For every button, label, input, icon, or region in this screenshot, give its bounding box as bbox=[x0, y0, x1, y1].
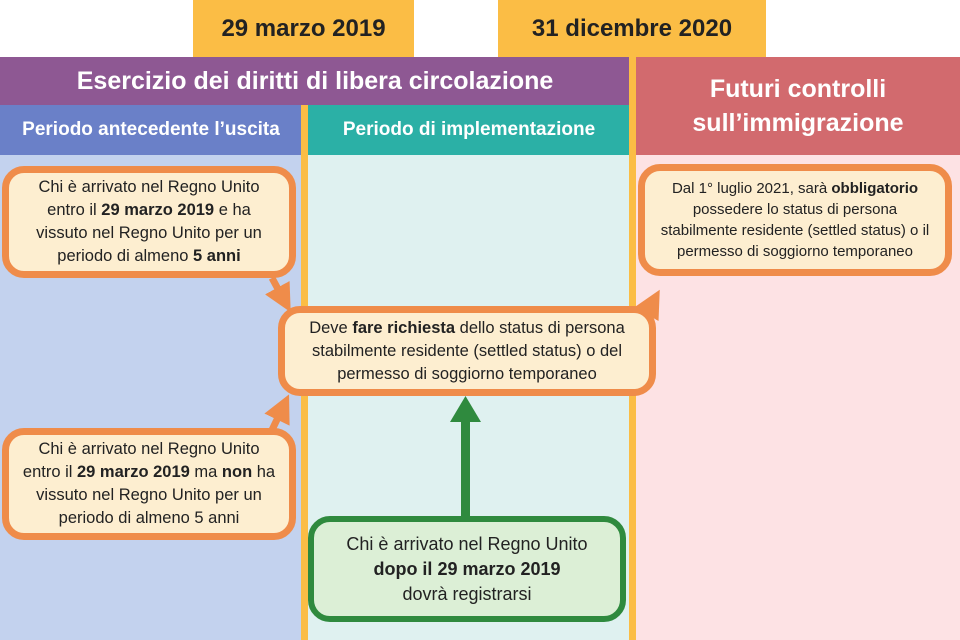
apply-emphasis: fare richiesta bbox=[352, 318, 456, 337]
arrow-bottom-left-to-center bbox=[272, 407, 283, 430]
future-controls-line2: sull’immigrazione bbox=[692, 109, 904, 137]
green-arrow-shaft bbox=[461, 418, 470, 518]
box-mandatory-status: Dal 1° luglio 2021, sarà obbligatorio possedere lo status di persona stabilmente residente (settled status) o il permesso di soggiorno temporaneo bbox=[638, 164, 952, 276]
future-controls-line1: Futuri controlli bbox=[709, 75, 887, 103]
date-emphasis: 29 marzo 2019 bbox=[101, 201, 215, 219]
negation-emphasis: non bbox=[221, 463, 253, 481]
free-movement-band: Esercizio dei diritti di libera circolazione bbox=[0, 57, 630, 105]
date-label-second: 31 dicembre 2020 bbox=[498, 0, 766, 57]
box-settled-eligible-line1: Chi è arrivato nel Regno Unito bbox=[38, 178, 260, 196]
date-emphasis: 29 marzo 2019 bbox=[77, 463, 190, 481]
after-date-emphasis: dopo il 29 marzo 2019 bbox=[373, 558, 561, 579]
arrow-top-left-to-center bbox=[272, 278, 284, 300]
date-label-first: 29 marzo 2019 bbox=[193, 0, 414, 57]
pre-exit-band: Periodo antecedente l’uscita bbox=[0, 105, 302, 155]
box-must-apply: Deve fare richiesta dello status di persona stabilmente residente (settled status) o del permesso di soggiorno temporaneo bbox=[278, 306, 656, 396]
implementation-band: Periodo di implementazione bbox=[308, 105, 630, 155]
mandatory-emphasis: obbligatorio bbox=[831, 180, 919, 197]
years-emphasis: 5 anni bbox=[193, 247, 241, 265]
box-settled-eligible: Chi è arrivato nel Regno Unito entro il 29 marzo 2019 e ha vissuto nel Regno Unito per un periodo di almeno 5 anni bbox=[2, 166, 296, 278]
box-pre-settled-eligible: Chi è arrivato nel Regno Unito entro il 29 marzo 2019 ma non ha vissuto nel Regno Unito per un periodo di almeno 5 anni bbox=[2, 428, 296, 540]
box-must-register: Chi è arrivato nel Regno Unito dopo il 29 marzo 2019 dovrà registrarsi bbox=[308, 516, 626, 622]
box-pre-settled-line1: Chi è arrivato nel Regno Unito bbox=[38, 440, 260, 458]
green-arrow-head bbox=[450, 396, 481, 422]
